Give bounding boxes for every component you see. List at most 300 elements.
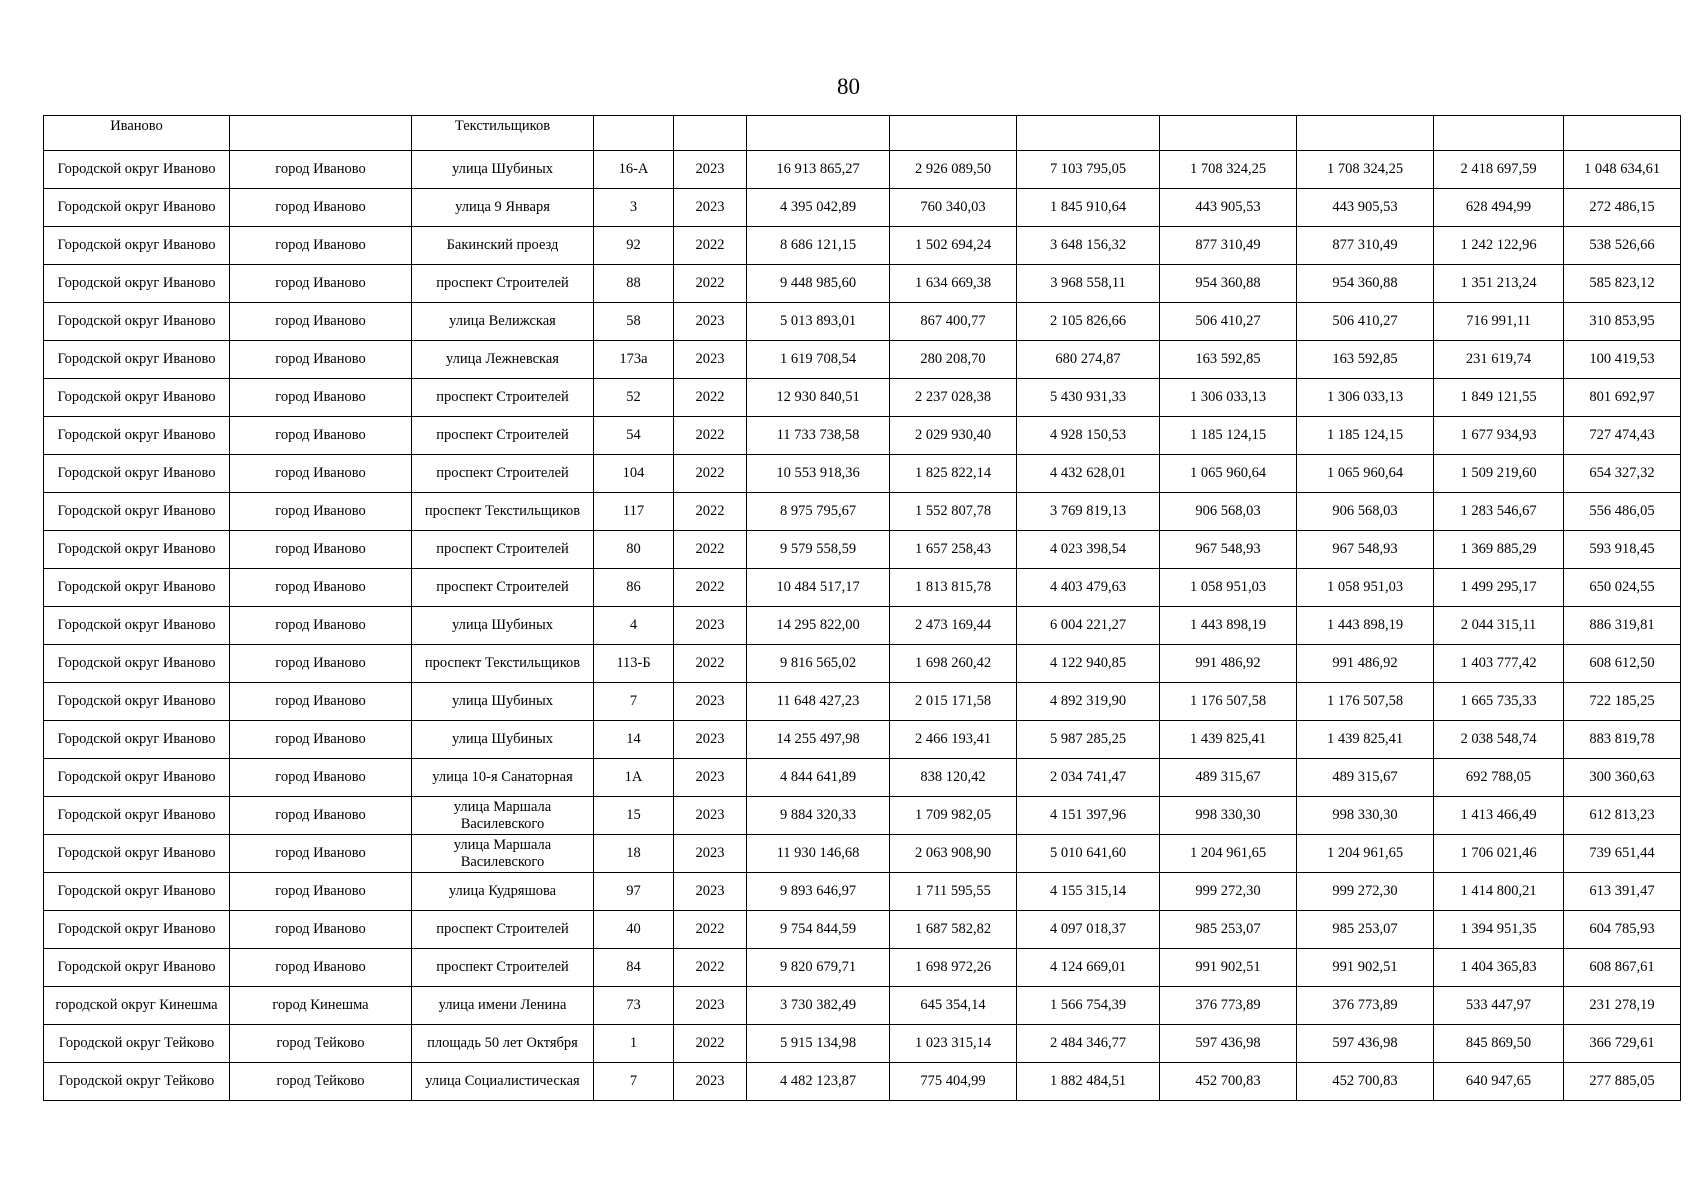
cost-part-4-cell: 163 592,85 bbox=[1297, 341, 1434, 379]
settlement-cell: город Иваново bbox=[230, 303, 412, 341]
cost-part-5-cell: 1 509 219,60 bbox=[1434, 455, 1564, 493]
settlement-cell: город Иваново bbox=[230, 227, 412, 265]
street-cell: проспект Строителей bbox=[412, 949, 594, 987]
cost-part-2-cell: 4 892 319,90 bbox=[1017, 683, 1160, 721]
cost-part-6-cell: 886 319,81 bbox=[1564, 607, 1681, 645]
cost-part-4-cell: 967 548,93 bbox=[1297, 531, 1434, 569]
cost-part-2-cell: 2 034 741,47 bbox=[1017, 759, 1160, 797]
street-cell: площадь 50 лет Октября bbox=[412, 1025, 594, 1063]
cost-part-3-cell: 985 253,07 bbox=[1160, 911, 1297, 949]
cost-part-5-cell: 1 499 295,17 bbox=[1434, 569, 1564, 607]
municipality-cell: Городской округ Иваново bbox=[44, 227, 230, 265]
cost-part-6-cell: 608 867,61 bbox=[1564, 949, 1681, 987]
year-cell: 2022 bbox=[674, 531, 747, 569]
cost-part-6-cell: 739 651,44 bbox=[1564, 835, 1681, 873]
cost-part-2-cell: 5 987 285,25 bbox=[1017, 721, 1160, 759]
cost-part-2-cell: 680 274,87 bbox=[1017, 341, 1160, 379]
cost-part-2-cell: 4 124 669,01 bbox=[1017, 949, 1160, 987]
cost-part-5-cell: 640 947,65 bbox=[1434, 1063, 1564, 1101]
cost-part-4-cell: 991 486,92 bbox=[1297, 645, 1434, 683]
cost-part-5-cell: 1 394 951,35 bbox=[1434, 911, 1564, 949]
cost-part-2-cell: 4 155 315,14 bbox=[1017, 873, 1160, 911]
street-cell: Текстильщиков bbox=[412, 116, 594, 151]
house-number-cell bbox=[594, 116, 674, 151]
municipality-cell: Городской округ Иваново bbox=[44, 759, 230, 797]
year-cell: 2023 bbox=[674, 797, 747, 835]
total-cost-cell: 3 730 382,49 bbox=[747, 987, 890, 1025]
year-cell: 2023 bbox=[674, 873, 747, 911]
cost-part-6-cell: 650 024,55 bbox=[1564, 569, 1681, 607]
settlement-cell: город Иваново bbox=[230, 873, 412, 911]
cost-part-5-cell: 1 706 021,46 bbox=[1434, 835, 1564, 873]
house-number-cell: 18 bbox=[594, 835, 674, 873]
house-number-cell: 54 bbox=[594, 417, 674, 455]
year-cell: 2023 bbox=[674, 683, 747, 721]
cost-part-3-cell: 1 204 961,65 bbox=[1160, 835, 1297, 873]
cost-part-3-cell: 443 905,53 bbox=[1160, 189, 1297, 227]
cost-part-3-cell: 954 360,88 bbox=[1160, 265, 1297, 303]
settlement-cell: город Иваново bbox=[230, 721, 412, 759]
settlement-cell: город Тейково bbox=[230, 1025, 412, 1063]
cost-part-4-cell: 954 360,88 bbox=[1297, 265, 1434, 303]
total-cost-cell: 5 915 134,98 bbox=[747, 1025, 890, 1063]
cost-part-2-cell: 7 103 795,05 bbox=[1017, 151, 1160, 189]
cost-part-5-cell: 1 283 546,67 bbox=[1434, 493, 1564, 531]
cost-part-1-cell: 1 698 972,26 bbox=[890, 949, 1017, 987]
cost-part-1-cell: 1 023 315,14 bbox=[890, 1025, 1017, 1063]
settlement-cell: город Иваново bbox=[230, 683, 412, 721]
table-row bbox=[44, 303, 1681, 341]
table-row bbox=[44, 1025, 1681, 1063]
cost-part-6-cell: 556 486,05 bbox=[1564, 493, 1681, 531]
total-cost-cell: 9 820 679,71 bbox=[747, 949, 890, 987]
cost-part-4-cell: 999 272,30 bbox=[1297, 873, 1434, 911]
cost-part-4-cell: 1 439 825,41 bbox=[1297, 721, 1434, 759]
total-cost-cell: 9 448 985,60 bbox=[747, 265, 890, 303]
total-cost-cell: 9 754 844,59 bbox=[747, 911, 890, 949]
cost-part-6-cell: 1 048 634,61 bbox=[1564, 151, 1681, 189]
cost-part-4-cell: 998 330,30 bbox=[1297, 797, 1434, 835]
cost-part-5-cell: 2 038 548,74 bbox=[1434, 721, 1564, 759]
year-cell: 2022 bbox=[674, 379, 747, 417]
cost-part-3-cell: 1 443 898,19 bbox=[1160, 607, 1297, 645]
table-row bbox=[44, 531, 1681, 569]
cost-part-1-cell: 2 063 908,90 bbox=[890, 835, 1017, 873]
house-number-cell: 92 bbox=[594, 227, 674, 265]
municipality-cell: Городской округ Иваново bbox=[44, 607, 230, 645]
house-number-cell: 80 bbox=[594, 531, 674, 569]
house-number-cell: 52 bbox=[594, 379, 674, 417]
cost-part-1-cell: 1 825 822,14 bbox=[890, 455, 1017, 493]
total-cost-cell: 4 395 042,89 bbox=[747, 189, 890, 227]
cost-part-3-cell: 991 486,92 bbox=[1160, 645, 1297, 683]
cost-part-1-cell: 280 208,70 bbox=[890, 341, 1017, 379]
cost-part-1-cell bbox=[890, 116, 1017, 151]
table-row bbox=[44, 493, 1681, 531]
street-cell: улица 9 Января bbox=[412, 189, 594, 227]
cost-part-1-cell: 867 400,77 bbox=[890, 303, 1017, 341]
settlement-cell: город Иваново bbox=[230, 189, 412, 227]
house-number-cell: 58 bbox=[594, 303, 674, 341]
house-number-cell: 1А bbox=[594, 759, 674, 797]
cost-part-6-cell: 366 729,61 bbox=[1564, 1025, 1681, 1063]
cost-part-4-cell: 1 443 898,19 bbox=[1297, 607, 1434, 645]
settlement-cell: город Иваново bbox=[230, 911, 412, 949]
cost-part-4-cell: 376 773,89 bbox=[1297, 987, 1434, 1025]
cost-part-6-cell: 608 612,50 bbox=[1564, 645, 1681, 683]
cost-part-4-cell: 489 315,67 bbox=[1297, 759, 1434, 797]
municipality-cell: Городской округ Иваново bbox=[44, 151, 230, 189]
total-cost-cell: 4 482 123,87 bbox=[747, 1063, 890, 1101]
cost-part-3-cell: 1 439 825,41 bbox=[1160, 721, 1297, 759]
table-row bbox=[44, 949, 1681, 987]
cost-part-1-cell: 1 698 260,42 bbox=[890, 645, 1017, 683]
house-number-cell: 16-А bbox=[594, 151, 674, 189]
cost-part-2-cell: 4 023 398,54 bbox=[1017, 531, 1160, 569]
settlement-cell: город Иваново bbox=[230, 151, 412, 189]
total-cost-cell: 5 013 893,01 bbox=[747, 303, 890, 341]
cost-part-5-cell: 2 418 697,59 bbox=[1434, 151, 1564, 189]
cost-part-4-cell: 597 436,98 bbox=[1297, 1025, 1434, 1063]
settlement-cell bbox=[230, 116, 412, 151]
cost-part-5-cell: 1 414 800,21 bbox=[1434, 873, 1564, 911]
table-body bbox=[44, 116, 1681, 1101]
municipality-cell: Городской округ Иваново bbox=[44, 417, 230, 455]
municipality-cell: Городской округ Иваново bbox=[44, 341, 230, 379]
cost-part-1-cell: 1 687 582,82 bbox=[890, 911, 1017, 949]
table-row bbox=[44, 189, 1681, 227]
cost-part-3-cell: 452 700,83 bbox=[1160, 1063, 1297, 1101]
table-row bbox=[44, 797, 1681, 835]
data-table bbox=[43, 115, 1681, 1101]
year-cell: 2023 bbox=[674, 341, 747, 379]
settlement-cell: город Иваново bbox=[230, 265, 412, 303]
cost-part-2-cell: 4 097 018,37 bbox=[1017, 911, 1160, 949]
year-cell: 2022 bbox=[674, 911, 747, 949]
house-number-cell: 88 bbox=[594, 265, 674, 303]
cost-part-6-cell: 604 785,93 bbox=[1564, 911, 1681, 949]
table-row bbox=[44, 683, 1681, 721]
cost-part-2-cell: 4 928 150,53 bbox=[1017, 417, 1160, 455]
cost-part-5-cell: 1 351 213,24 bbox=[1434, 265, 1564, 303]
total-cost-cell: 10 484 517,17 bbox=[747, 569, 890, 607]
cost-part-3-cell: 998 330,30 bbox=[1160, 797, 1297, 835]
street-cell: проспект Строителей bbox=[412, 569, 594, 607]
total-cost-cell: 1 619 708,54 bbox=[747, 341, 890, 379]
cost-part-2-cell: 4 403 479,63 bbox=[1017, 569, 1160, 607]
cost-part-3-cell: 999 272,30 bbox=[1160, 873, 1297, 911]
cost-part-2-cell: 2 105 826,66 bbox=[1017, 303, 1160, 341]
street-cell: улица 10-я Санаторная bbox=[412, 759, 594, 797]
cost-part-5-cell: 716 991,11 bbox=[1434, 303, 1564, 341]
total-cost-cell: 9 893 646,97 bbox=[747, 873, 890, 911]
year-cell: 2023 bbox=[674, 835, 747, 873]
cost-part-6-cell: 300 360,63 bbox=[1564, 759, 1681, 797]
cost-part-2-cell: 3 769 819,13 bbox=[1017, 493, 1160, 531]
cost-part-5-cell: 2 044 315,11 bbox=[1434, 607, 1564, 645]
street-cell: улица Велижская bbox=[412, 303, 594, 341]
municipality-cell: Городской округ Иваново bbox=[44, 873, 230, 911]
cost-part-5-cell: 1 849 121,55 bbox=[1434, 379, 1564, 417]
cost-part-3-cell: 489 315,67 bbox=[1160, 759, 1297, 797]
municipality-cell: Городской округ Иваново bbox=[44, 455, 230, 493]
year-cell: 2022 bbox=[674, 569, 747, 607]
municipality-cell: Городской округ Иваново bbox=[44, 569, 230, 607]
cost-part-5-cell: 845 869,50 bbox=[1434, 1025, 1564, 1063]
cost-part-3-cell: 906 568,03 bbox=[1160, 493, 1297, 531]
cost-part-6-cell: 310 853,95 bbox=[1564, 303, 1681, 341]
municipality-cell: Городской округ Тейково bbox=[44, 1025, 230, 1063]
settlement-cell: город Иваново bbox=[230, 645, 412, 683]
year-cell: 2022 bbox=[674, 455, 747, 493]
cost-part-6-cell: 883 819,78 bbox=[1564, 721, 1681, 759]
cost-part-4-cell: 991 902,51 bbox=[1297, 949, 1434, 987]
cost-part-5-cell: 1 403 777,42 bbox=[1434, 645, 1564, 683]
cost-part-1-cell: 1 813 815,78 bbox=[890, 569, 1017, 607]
total-cost-cell bbox=[747, 116, 890, 151]
cost-part-4-cell: 506 410,27 bbox=[1297, 303, 1434, 341]
house-number-cell: 113-Б bbox=[594, 645, 674, 683]
table-row bbox=[44, 455, 1681, 493]
cost-part-1-cell: 1 634 669,38 bbox=[890, 265, 1017, 303]
house-number-cell: 7 bbox=[594, 1063, 674, 1101]
cost-part-6-cell: 277 885,05 bbox=[1564, 1063, 1681, 1101]
street-cell: улица Маршала Василевского bbox=[412, 835, 594, 873]
street-cell: проспект Строителей bbox=[412, 455, 594, 493]
municipality-cell: Городской округ Иваново bbox=[44, 721, 230, 759]
cost-part-1-cell: 775 404,99 bbox=[890, 1063, 1017, 1101]
year-cell: 2023 bbox=[674, 189, 747, 227]
house-number-cell: 3 bbox=[594, 189, 674, 227]
cost-part-4-cell: 906 568,03 bbox=[1297, 493, 1434, 531]
year-cell: 2022 bbox=[674, 227, 747, 265]
cost-part-3-cell bbox=[1160, 116, 1297, 151]
street-cell: проспект Строителей bbox=[412, 379, 594, 417]
table-row bbox=[44, 116, 1681, 151]
cost-part-3-cell: 1 065 960,64 bbox=[1160, 455, 1297, 493]
cost-part-6-cell: 801 692,97 bbox=[1564, 379, 1681, 417]
cost-part-4-cell: 1 204 961,65 bbox=[1297, 835, 1434, 873]
street-cell: улица Шубиных bbox=[412, 151, 594, 189]
cost-part-6-cell: 654 327,32 bbox=[1564, 455, 1681, 493]
street-cell: проспект Строителей bbox=[412, 531, 594, 569]
year-cell: 2023 bbox=[674, 151, 747, 189]
settlement-cell: город Иваново bbox=[230, 797, 412, 835]
settlement-cell: город Иваново bbox=[230, 417, 412, 455]
cost-part-1-cell: 1 657 258,43 bbox=[890, 531, 1017, 569]
table-row bbox=[44, 835, 1681, 873]
cost-part-3-cell: 991 902,51 bbox=[1160, 949, 1297, 987]
cost-part-6-cell: 231 278,19 bbox=[1564, 987, 1681, 1025]
street-cell: улица имени Ленина bbox=[412, 987, 594, 1025]
street-cell: улица Шубиных bbox=[412, 721, 594, 759]
cost-part-3-cell: 1 185 124,15 bbox=[1160, 417, 1297, 455]
cost-part-2-cell: 4 151 397,96 bbox=[1017, 797, 1160, 835]
cost-part-5-cell: 1 413 466,49 bbox=[1434, 797, 1564, 835]
year-cell: 2023 bbox=[674, 303, 747, 341]
cost-part-2-cell: 5 010 641,60 bbox=[1017, 835, 1160, 873]
year-cell: 2022 bbox=[674, 1025, 747, 1063]
cost-part-3-cell: 376 773,89 bbox=[1160, 987, 1297, 1025]
house-number-cell: 97 bbox=[594, 873, 674, 911]
settlement-cell: город Тейково bbox=[230, 1063, 412, 1101]
municipality-cell: Городской округ Иваново bbox=[44, 683, 230, 721]
cost-part-3-cell: 1 176 507,58 bbox=[1160, 683, 1297, 721]
street-cell: улица Лежневская bbox=[412, 341, 594, 379]
cost-part-3-cell: 597 436,98 bbox=[1160, 1025, 1297, 1063]
cost-part-2-cell: 1 566 754,39 bbox=[1017, 987, 1160, 1025]
cost-part-1-cell: 1 502 694,24 bbox=[890, 227, 1017, 265]
cost-part-1-cell: 2 926 089,50 bbox=[890, 151, 1017, 189]
cost-part-3-cell: 163 592,85 bbox=[1160, 341, 1297, 379]
municipality-cell: Городской округ Иваново bbox=[44, 531, 230, 569]
cost-part-4-cell: 1 058 951,03 bbox=[1297, 569, 1434, 607]
street-cell: улица Шубиных bbox=[412, 607, 594, 645]
cost-part-2-cell: 1 845 910,64 bbox=[1017, 189, 1160, 227]
settlement-cell: город Кинешма bbox=[230, 987, 412, 1025]
cost-part-1-cell: 2 015 171,58 bbox=[890, 683, 1017, 721]
cost-part-2-cell: 1 882 484,51 bbox=[1017, 1063, 1160, 1101]
table-row bbox=[44, 151, 1681, 189]
settlement-cell: город Иваново bbox=[230, 607, 412, 645]
cost-part-5-cell: 1 677 934,93 bbox=[1434, 417, 1564, 455]
cost-part-4-cell: 443 905,53 bbox=[1297, 189, 1434, 227]
table-row bbox=[44, 759, 1681, 797]
street-cell: проспект Текстильщиков bbox=[412, 493, 594, 531]
table-row bbox=[44, 645, 1681, 683]
cost-part-4-cell: 985 253,07 bbox=[1297, 911, 1434, 949]
cost-part-2-cell bbox=[1017, 116, 1160, 151]
cost-part-3-cell: 506 410,27 bbox=[1160, 303, 1297, 341]
settlement-cell: город Иваново bbox=[230, 341, 412, 379]
municipality-cell: Городской округ Иваново bbox=[44, 379, 230, 417]
cost-part-2-cell: 6 004 221,27 bbox=[1017, 607, 1160, 645]
cost-part-6-cell: 538 526,66 bbox=[1564, 227, 1681, 265]
total-cost-cell: 12 930 840,51 bbox=[747, 379, 890, 417]
cost-part-5-cell: 533 447,97 bbox=[1434, 987, 1564, 1025]
settlement-cell: город Иваново bbox=[230, 531, 412, 569]
settlement-cell: город Иваново bbox=[230, 835, 412, 873]
municipality-cell: Городской округ Иваново bbox=[44, 493, 230, 531]
street-cell: улица Шубиных bbox=[412, 683, 594, 721]
cost-part-3-cell: 1 058 951,03 bbox=[1160, 569, 1297, 607]
house-number-cell: 173а bbox=[594, 341, 674, 379]
table-row bbox=[44, 607, 1681, 645]
house-number-cell: 14 bbox=[594, 721, 674, 759]
table-row bbox=[44, 1063, 1681, 1101]
cost-part-6-cell: 727 474,43 bbox=[1564, 417, 1681, 455]
cost-part-5-cell bbox=[1434, 116, 1564, 151]
cost-part-5-cell: 231 619,74 bbox=[1434, 341, 1564, 379]
street-cell: улица Маршала Василевского bbox=[412, 797, 594, 835]
house-number-cell: 84 bbox=[594, 949, 674, 987]
cost-part-5-cell: 1 242 122,96 bbox=[1434, 227, 1564, 265]
year-cell: 2023 bbox=[674, 721, 747, 759]
cost-part-5-cell: 1 404 365,83 bbox=[1434, 949, 1564, 987]
street-cell: проспект Строителей bbox=[412, 911, 594, 949]
year-cell: 2022 bbox=[674, 265, 747, 303]
municipality-cell: Городской округ Иваново bbox=[44, 645, 230, 683]
settlement-cell: город Иваново bbox=[230, 569, 412, 607]
total-cost-cell: 8 975 795,67 bbox=[747, 493, 890, 531]
cost-part-5-cell: 1 665 735,33 bbox=[1434, 683, 1564, 721]
cost-part-1-cell: 838 120,42 bbox=[890, 759, 1017, 797]
municipality-cell: Городской округ Тейково bbox=[44, 1063, 230, 1101]
table-row bbox=[44, 265, 1681, 303]
cost-part-2-cell: 3 648 156,32 bbox=[1017, 227, 1160, 265]
cost-part-6-cell: 613 391,47 bbox=[1564, 873, 1681, 911]
total-cost-cell: 10 553 918,36 bbox=[747, 455, 890, 493]
table-row bbox=[44, 721, 1681, 759]
cost-part-4-cell: 877 310,49 bbox=[1297, 227, 1434, 265]
table-row bbox=[44, 227, 1681, 265]
table-row bbox=[44, 987, 1681, 1025]
table-row bbox=[44, 911, 1681, 949]
total-cost-cell: 11 930 146,68 bbox=[747, 835, 890, 873]
house-number-cell: 104 bbox=[594, 455, 674, 493]
table-row bbox=[44, 417, 1681, 455]
street-cell: улица Социалистическая bbox=[412, 1063, 594, 1101]
street-cell: проспект Строителей bbox=[412, 265, 594, 303]
total-cost-cell: 9 579 558,59 bbox=[747, 531, 890, 569]
total-cost-cell: 8 686 121,15 bbox=[747, 227, 890, 265]
cost-part-3-cell: 877 310,49 bbox=[1160, 227, 1297, 265]
cost-part-4-cell: 1 708 324,25 bbox=[1297, 151, 1434, 189]
cost-part-3-cell: 1 306 033,13 bbox=[1160, 379, 1297, 417]
settlement-cell: город Иваново bbox=[230, 493, 412, 531]
total-cost-cell: 11 733 738,58 bbox=[747, 417, 890, 455]
house-number-cell: 73 bbox=[594, 987, 674, 1025]
cost-part-3-cell: 1 708 324,25 bbox=[1160, 151, 1297, 189]
cost-part-1-cell: 1 709 982,05 bbox=[890, 797, 1017, 835]
page-number: 80 bbox=[837, 74, 860, 99]
year-cell: 2023 bbox=[674, 607, 747, 645]
cost-part-4-cell bbox=[1297, 116, 1434, 151]
year-cell: 2022 bbox=[674, 417, 747, 455]
year-cell: 2022 bbox=[674, 493, 747, 531]
cost-part-4-cell: 1 185 124,15 bbox=[1297, 417, 1434, 455]
house-number-cell: 1 bbox=[594, 1025, 674, 1063]
cost-part-4-cell: 1 176 507,58 bbox=[1297, 683, 1434, 721]
municipality-cell: Иваново bbox=[44, 116, 230, 151]
street-cell: Бакинский проезд bbox=[412, 227, 594, 265]
cost-part-4-cell: 1 306 033,13 bbox=[1297, 379, 1434, 417]
street-cell: проспект Строителей bbox=[412, 417, 594, 455]
cost-part-1-cell: 760 340,03 bbox=[890, 189, 1017, 227]
cost-part-1-cell: 2 473 169,44 bbox=[890, 607, 1017, 645]
table-row bbox=[44, 569, 1681, 607]
cost-part-5-cell: 628 494,99 bbox=[1434, 189, 1564, 227]
municipality-cell: Городской округ Иваново bbox=[44, 911, 230, 949]
cost-part-2-cell: 4 432 628,01 bbox=[1017, 455, 1160, 493]
municipality-cell: Городской округ Иваново bbox=[44, 949, 230, 987]
total-cost-cell: 16 913 865,27 bbox=[747, 151, 890, 189]
municipality-cell: Городской округ Иваново bbox=[44, 797, 230, 835]
year-cell: 2023 bbox=[674, 759, 747, 797]
cost-part-1-cell: 645 354,14 bbox=[890, 987, 1017, 1025]
house-number-cell: 15 bbox=[594, 797, 674, 835]
table-row bbox=[44, 873, 1681, 911]
street-cell: улица Кудряшова bbox=[412, 873, 594, 911]
cost-part-2-cell: 2 484 346,77 bbox=[1017, 1025, 1160, 1063]
year-cell: 2022 bbox=[674, 949, 747, 987]
municipality-cell: Городской округ Иваново bbox=[44, 835, 230, 873]
total-cost-cell: 14 295 822,00 bbox=[747, 607, 890, 645]
cost-part-6-cell: 593 918,45 bbox=[1564, 531, 1681, 569]
cost-part-1-cell: 2 237 028,38 bbox=[890, 379, 1017, 417]
cost-part-5-cell: 692 788,05 bbox=[1434, 759, 1564, 797]
year-cell: 2023 bbox=[674, 987, 747, 1025]
